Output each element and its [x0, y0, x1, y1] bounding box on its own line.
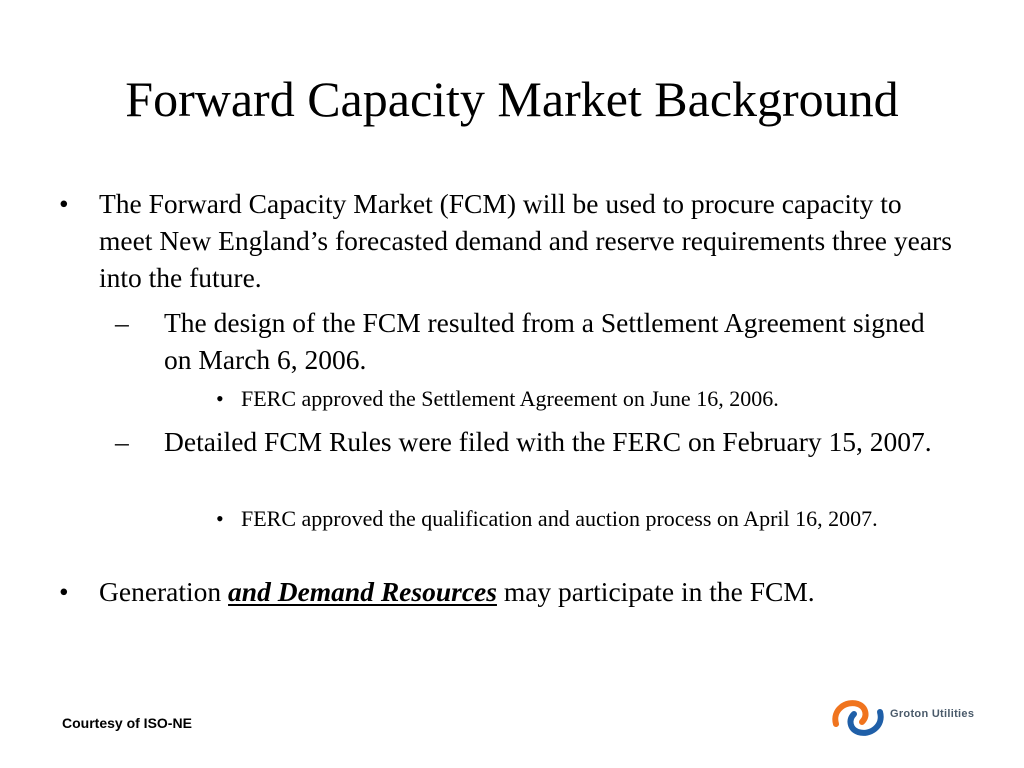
bullet-participation	[59, 573, 959, 610]
bullet-marker: •	[216, 386, 224, 411]
bullet-text-post: may participate in the FCM.	[496, 576, 815, 607]
subbullet-settlement-design	[115, 304, 954, 378]
bullet-fcm-overview	[59, 185, 959, 296]
bullet-marker: •	[59, 188, 69, 219]
subsubbullet-auction-approval	[216, 504, 961, 534]
subbullet-text: Detailed FCM Rules were filed with the FERC on February 15, 2007.	[164, 426, 932, 457]
subsubbullet-settlement-approval	[216, 384, 961, 414]
subsubbullet-text: FERC approved the qualification and auction process on April 16, 2007.	[241, 506, 878, 531]
bullet-marker: •	[59, 576, 69, 607]
bullet-text: The Forward Capacity Market (FCM) will be used to procure capacity to meet New England’s forecasted demand and reserve requirements three years into the future.	[99, 188, 952, 293]
dash-marker: –	[115, 307, 129, 338]
bullet-text-pre: Generation	[99, 576, 229, 607]
dash-marker: –	[115, 426, 129, 457]
courtesy-footer: Courtesy of ISO-NE	[62, 715, 192, 731]
groton-utilities-logo	[828, 694, 978, 742]
slide-title: Forward Capacity Market Background	[125, 71, 899, 127]
subbullet-rules-filed	[115, 423, 954, 460]
subsubbullet-text: FERC approved the Settlement Agreement on June 16, 2006.	[241, 386, 779, 411]
logo-wordmark: Groton Utilities	[890, 708, 975, 720]
subbullet-text: The design of the FCM resulted from a Settlement Agreement signed on March 6, 2006.	[164, 307, 925, 375]
groton-utilities-logo-icon	[828, 694, 888, 742]
bullet-marker: •	[216, 506, 224, 531]
bullet-text-emphasis: and Demand Resources	[228, 576, 497, 607]
